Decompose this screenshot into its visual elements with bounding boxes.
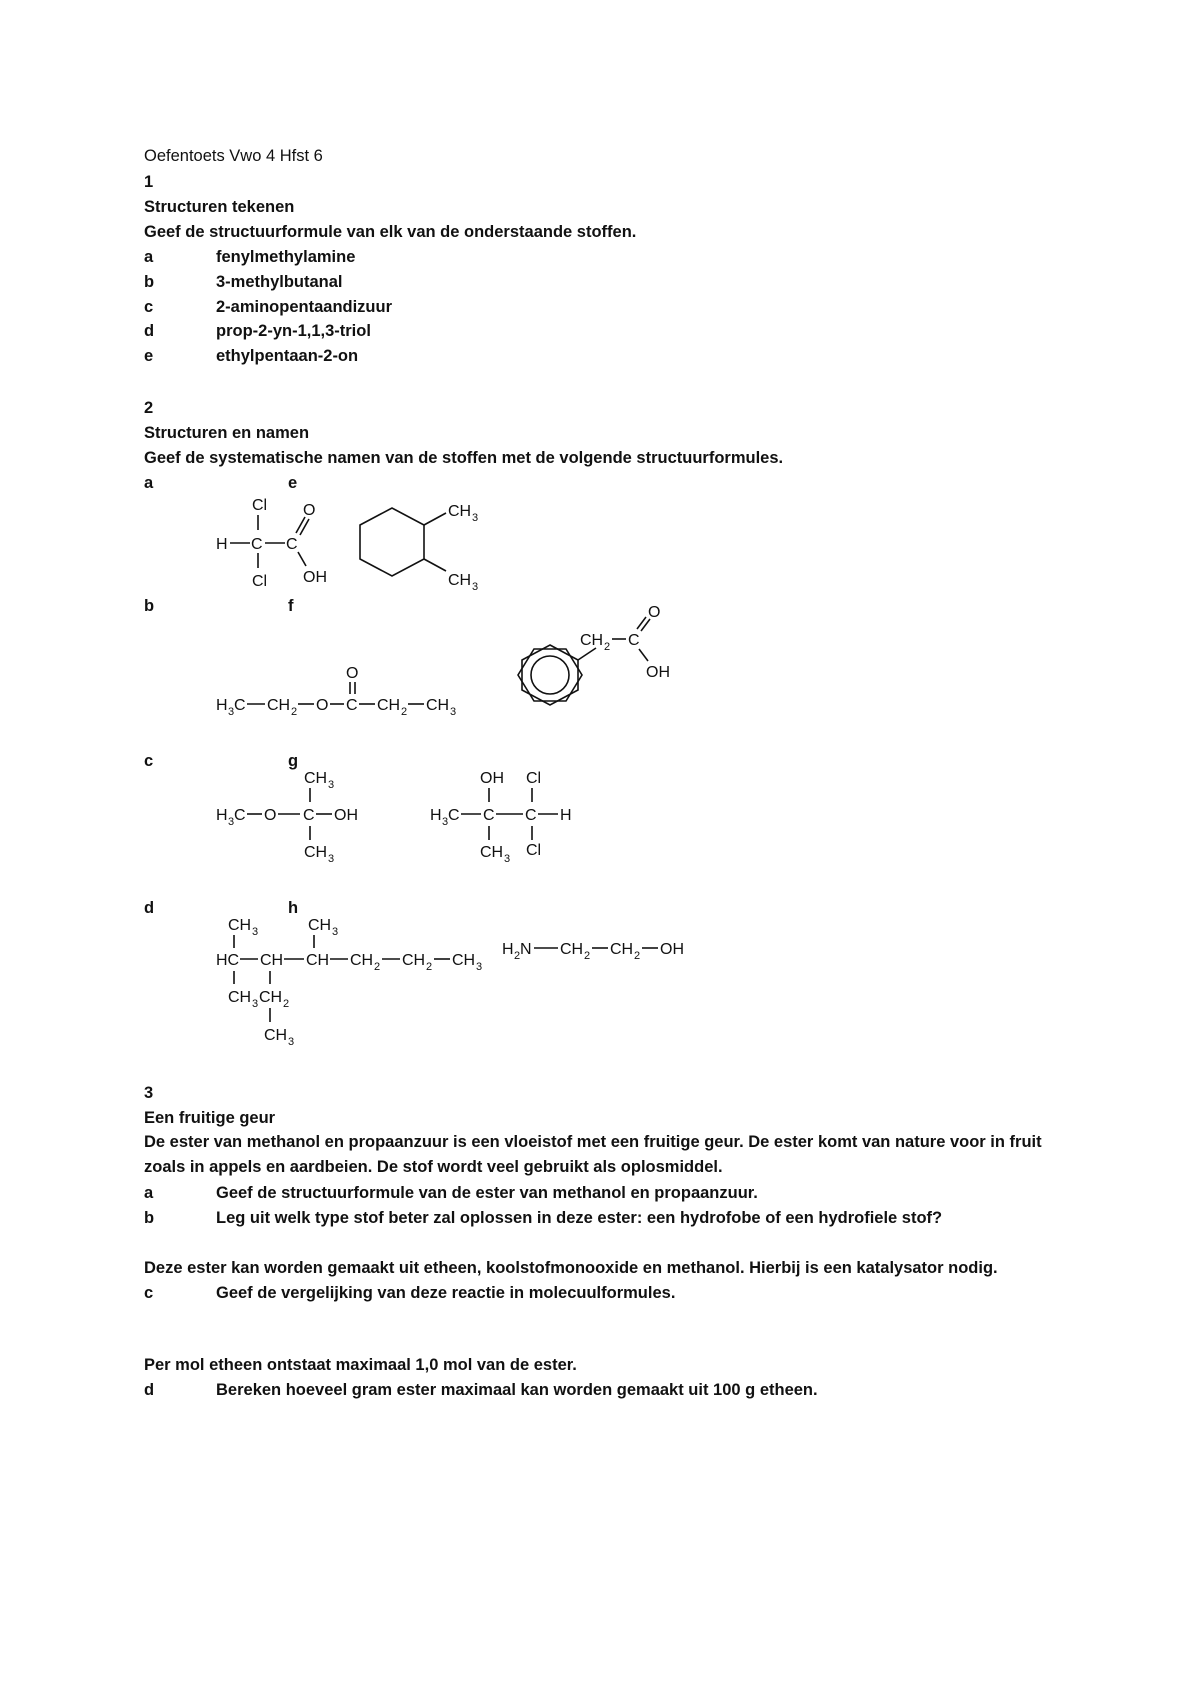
svg-text:OH: OH <box>334 807 358 824</box>
q1-item-label: a <box>144 248 154 266</box>
q2-label-h: h <box>288 899 299 917</box>
q3-a-label: a <box>144 1184 154 1202</box>
svg-text:CH: CH <box>402 952 426 969</box>
svg-text:C: C <box>251 536 263 553</box>
svg-text:CH: CH <box>426 697 450 714</box>
q2-label-d: d <box>144 899 155 917</box>
svg-text:H: H <box>560 807 572 824</box>
svg-text:CH: CH <box>452 952 476 969</box>
svg-text:CH: CH <box>560 941 584 958</box>
structure-f <box>500 604 700 735</box>
svg-text:H: H <box>430 807 442 824</box>
svg-text:CH: CH <box>228 989 252 1006</box>
svg-text:2: 2 <box>426 961 433 973</box>
svg-text:3: 3 <box>228 816 235 828</box>
svg-text:3: 3 <box>228 706 235 718</box>
svg-text:C: C <box>483 807 495 824</box>
svg-text:C: C <box>346 697 358 714</box>
q2-label-b: b <box>144 597 155 615</box>
svg-text:H: H <box>502 941 514 958</box>
svg-text:CH: CH <box>260 952 284 969</box>
q2-label-e: e <box>288 474 298 492</box>
svg-text:CH: CH <box>350 952 374 969</box>
q3-intro: De ester van methanol en propaanzuur is een vloeistof met een fruitige geur. De ester komt van nature voor in fruit zoals in appels en aardbeien. De stof wordt veel gebruikt als oplosmiddel. <box>144 1133 1042 1176</box>
structure-e <box>350 488 520 598</box>
q3-title: Een fruitige geur <box>144 1109 276 1127</box>
q2-number: 2 <box>144 399 154 417</box>
q3-c-text: Geef de vergelijking van deze reactie in molecuulformules. <box>216 1284 676 1302</box>
svg-text:CH: CH <box>448 503 472 520</box>
svg-text:CH: CH <box>480 844 504 861</box>
q2-label-a: a <box>144 474 154 492</box>
q1-item-label: d <box>144 322 155 340</box>
svg-text:2: 2 <box>291 706 298 718</box>
structure-c <box>214 765 384 865</box>
q3-a-text: Geef de structuurformule van de ester van methanol en propaanzuur. <box>216 1184 758 1202</box>
svg-text:3: 3 <box>472 512 479 524</box>
svg-text:CH: CH <box>448 572 472 589</box>
svg-text:CH: CH <box>377 697 401 714</box>
svg-text:OH: OH <box>303 569 327 586</box>
svg-text:CH: CH <box>304 770 328 787</box>
svg-text:CH: CH <box>267 697 291 714</box>
structure-g <box>428 765 598 865</box>
q2-label-f: f <box>288 597 294 615</box>
svg-text:3: 3 <box>476 961 483 973</box>
svg-text:OH: OH <box>480 770 504 787</box>
svg-text:3: 3 <box>450 706 457 718</box>
svg-text:O: O <box>264 807 277 824</box>
structure-a <box>210 490 360 600</box>
svg-text:CH: CH <box>610 941 634 958</box>
svg-text:2: 2 <box>283 998 290 1010</box>
q3-d-label: d <box>144 1381 155 1399</box>
structure-d <box>214 910 494 1050</box>
svg-text:2: 2 <box>401 706 408 718</box>
svg-text:2: 2 <box>604 641 611 653</box>
q3-para2: Deze ester kan worden gemaakt uit etheen, koolstofmonooxide en methanol. Hierbij is een katalysator nodig. <box>144 1259 998 1277</box>
svg-text:2: 2 <box>584 950 591 962</box>
svg-text:3: 3 <box>252 998 259 1010</box>
svg-text:2: 2 <box>514 950 521 962</box>
svg-text:Cl: Cl <box>252 573 268 590</box>
svg-text:H: H <box>216 697 228 714</box>
doc-title: Oefentoets Vwo 4 Hfst 6 <box>144 147 323 165</box>
svg-text:3: 3 <box>442 816 449 828</box>
svg-text:CH: CH <box>304 844 328 861</box>
svg-text:C: C <box>286 536 298 553</box>
q3-c-label: c <box>144 1284 154 1302</box>
svg-text:CH: CH <box>308 917 332 934</box>
svg-text:3: 3 <box>252 926 259 938</box>
svg-text:N: N <box>520 941 532 958</box>
svg-text:H: H <box>216 536 228 553</box>
svg-text:3: 3 <box>332 926 339 938</box>
svg-text:3: 3 <box>472 581 479 593</box>
q3-b-label: b <box>144 1209 155 1227</box>
svg-text:CH: CH <box>306 952 330 969</box>
svg-text:C: C <box>525 807 537 824</box>
q1-item-label: c <box>144 298 154 316</box>
q3-para3: Per mol etheen ontstaat maximaal 1,0 mol van de ester. <box>144 1356 577 1374</box>
q2-title: Structuren en namen <box>144 424 310 442</box>
svg-text:CH: CH <box>228 917 252 934</box>
svg-text:CH: CH <box>264 1027 288 1044</box>
svg-text:O: O <box>316 697 329 714</box>
svg-text:C: C <box>303 807 315 824</box>
svg-text:2: 2 <box>374 961 381 973</box>
q2-instruction: Geef de systematische namen van de stoffen met de volgende structuurformules. <box>144 449 784 467</box>
q3-d-text: Bereken hoeveel gram ester maximaal kan worden gemaakt uit 100 g etheen. <box>216 1381 818 1399</box>
svg-text:C: C <box>628 632 640 649</box>
svg-text:CH: CH <box>580 632 604 649</box>
q1-item-text: fenylmethylamine <box>216 248 356 266</box>
q1-item-text: ethylpentaan-2-on <box>216 347 359 365</box>
svg-text:CH: CH <box>259 989 283 1006</box>
q1-item-text: 2-aminopentaandizuur <box>216 298 393 316</box>
svg-text:Cl: Cl <box>252 497 268 514</box>
structure-b <box>214 660 474 730</box>
q1-title: Structuren tekenen <box>144 198 295 216</box>
svg-text:Cl: Cl <box>526 770 542 787</box>
svg-text:O: O <box>648 604 661 621</box>
svg-text:C: C <box>234 807 246 824</box>
q3-b-text: Leg uit welk type stof beter zal oplossen in deze ester: een hydrofobe of een hydrofiele stof? <box>216 1209 943 1227</box>
svg-text:Cl: Cl <box>526 842 542 859</box>
structure-h <box>500 930 700 970</box>
q1-item-label: e <box>144 347 154 365</box>
q3-number: 3 <box>144 1084 154 1102</box>
svg-text:C: C <box>448 807 460 824</box>
q1-instruction: Geef de structuurformule van elk van de onderstaande stoffen. <box>144 223 637 241</box>
q2-label-g: g <box>288 752 299 770</box>
svg-text:OH: OH <box>660 941 684 958</box>
svg-text:3: 3 <box>328 853 335 865</box>
svg-text:2: 2 <box>634 950 641 962</box>
q1-number: 1 <box>144 173 154 191</box>
svg-text:O: O <box>346 665 359 682</box>
svg-text:3: 3 <box>288 1036 295 1048</box>
q1-item-text: prop-2-yn-1,1,3-triol <box>216 322 371 340</box>
svg-text:HC: HC <box>216 952 240 969</box>
svg-text:C: C <box>234 697 246 714</box>
q2-label-c: c <box>144 752 154 770</box>
svg-text:3: 3 <box>328 779 335 791</box>
q1-item-label: b <box>144 273 155 291</box>
q1-item-text: 3-methylbutanal <box>216 273 343 291</box>
svg-text:OH: OH <box>646 664 670 681</box>
svg-text:O: O <box>303 502 316 519</box>
svg-text:H: H <box>216 807 228 824</box>
svg-text:3: 3 <box>504 853 511 865</box>
